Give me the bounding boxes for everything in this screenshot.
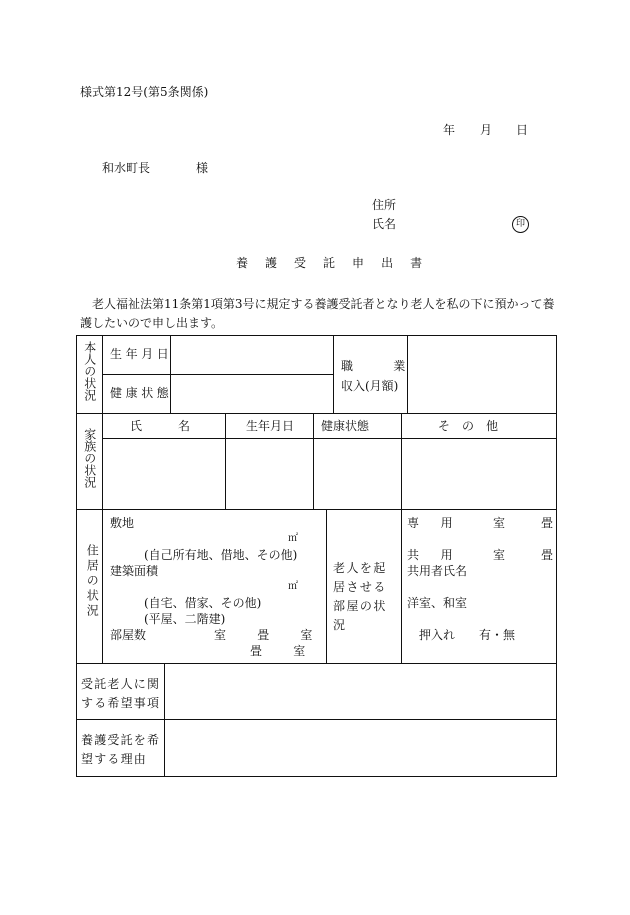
honorific: 様 xyxy=(196,161,209,175)
shared-units: 室 畳 xyxy=(493,548,554,562)
floor-type-options: (平屋、二階建) xyxy=(144,612,226,626)
room-units-row1: 室 畳 室 xyxy=(214,628,315,642)
closet-label: 押入れ xyxy=(419,628,456,642)
date-day-label: 日 xyxy=(516,123,529,137)
exclusive-units: 室 畳 xyxy=(493,516,554,530)
sqm-unit-1: ㎡ xyxy=(288,533,298,544)
occupation-field[interactable] xyxy=(409,337,555,412)
wishes-label xyxy=(81,675,163,713)
seal-mark: 印 xyxy=(512,216,529,233)
shared-label: 共 用 xyxy=(407,548,458,562)
health-field[interactable] xyxy=(172,376,332,412)
health-label: 健康状態 xyxy=(110,386,173,400)
address-label: 住所 xyxy=(372,198,397,212)
body-text: 老人福祉法第11条第1項第3号に規定する養護受託者となり老人を私の下に預かって養護したいので申し出ます。 xyxy=(80,297,555,330)
building-area-label: 建築面積 xyxy=(110,564,159,578)
document-title: 養 護 受 託 申 出 書 xyxy=(236,256,429,270)
house-type-options: (自宅、借家、その他) xyxy=(144,596,262,610)
elder-room-label xyxy=(333,559,397,635)
family-column-name: 氏 名 xyxy=(130,419,191,433)
date-year-label: 年 xyxy=(443,123,456,137)
family-section-label: 家族の状況 xyxy=(82,428,97,488)
income-label: 収入(月額) xyxy=(341,379,399,393)
birth-date-label: 生年月日 xyxy=(110,347,173,361)
family-column-other: そ の 他 xyxy=(438,419,499,433)
room-style-options: 洋室、和室 xyxy=(407,596,468,610)
addressee: 和水町長 xyxy=(102,161,151,175)
sqm-unit-2: ㎡ xyxy=(288,581,298,592)
room-units-row2: 畳 室 xyxy=(250,644,308,658)
reason-field[interactable] xyxy=(166,721,555,775)
form-number: 様式第12号(第5条関係) xyxy=(80,85,209,99)
wishes-text: 受託老人に関する希望事項 xyxy=(81,677,161,710)
reason-label xyxy=(81,731,163,769)
birth-date-field[interactable] xyxy=(172,337,332,373)
family-column-health: 健康状態 xyxy=(321,419,370,433)
self-section-label: 本人の状況 xyxy=(82,341,97,401)
room-count-label: 部屋数 xyxy=(110,628,147,642)
site-type-options: (自己所有地、借地、その他) xyxy=(144,548,298,562)
housing-section-label: 住居の状況 xyxy=(85,544,100,619)
shared-user-label: 共用者氏名 xyxy=(407,564,468,578)
date-month-label: 月 xyxy=(480,123,493,137)
wishes-field[interactable] xyxy=(166,665,555,718)
site-label: 敷地 xyxy=(110,516,135,530)
family-column-birth: 生年月日 xyxy=(246,419,295,433)
closet-options: 有・無 xyxy=(479,628,516,642)
body-paragraph xyxy=(80,295,560,333)
occupation-label: 職 業 xyxy=(341,359,411,373)
reason-text: 養護受託を希望する理由 xyxy=(81,733,161,766)
elder-room-text: 老人を起居させる部屋の状況 xyxy=(333,561,387,632)
name-label: 氏名 xyxy=(372,217,397,231)
exclusive-label: 専 用 xyxy=(407,516,458,530)
